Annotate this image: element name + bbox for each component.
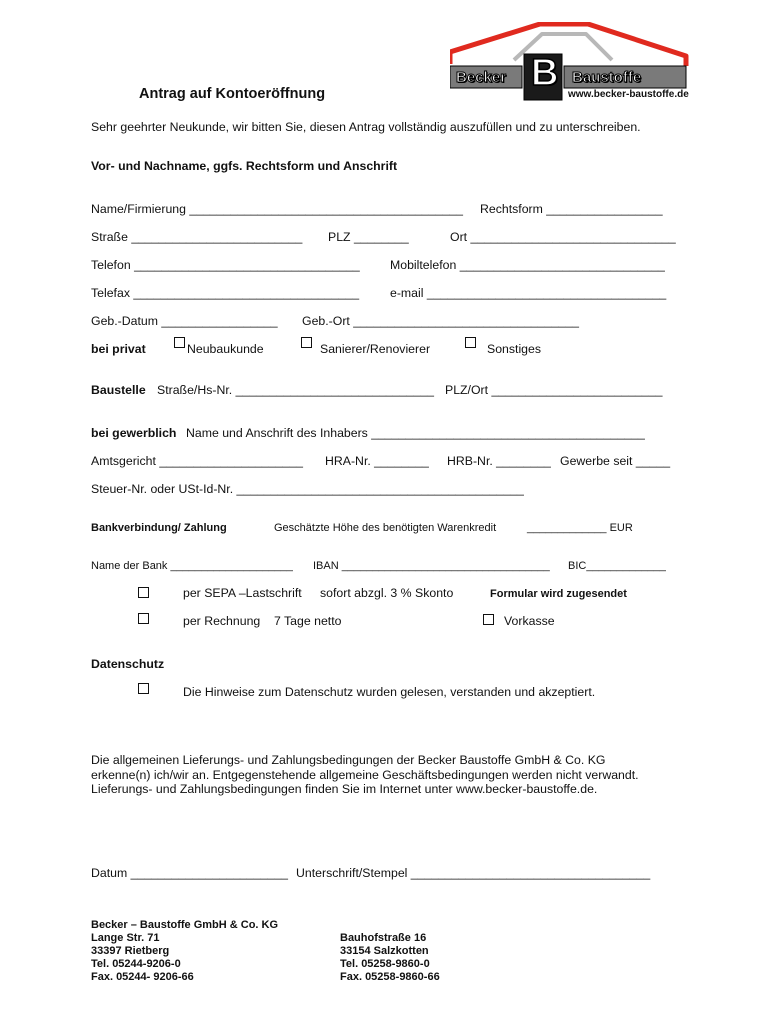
amtsgericht-field[interactable]: Amtsgericht _____________________ xyxy=(91,454,303,468)
company-logo xyxy=(450,22,690,104)
netto-label: 7 Tage netto xyxy=(274,614,342,628)
bankverbindung-label: Bankverbindung/ Zahlung xyxy=(91,522,227,534)
logo-letter: B xyxy=(531,52,559,94)
rechnung-checkbox[interactable] xyxy=(138,613,149,624)
footer-rietberg-phone: Tel. 05244-9206-0 xyxy=(91,958,181,970)
neubaukunde-checkbox[interactable] xyxy=(174,337,185,348)
geb-datum-field[interactable]: Geb.-Datum _________________ xyxy=(91,314,278,328)
privat-label: bei privat xyxy=(91,342,146,356)
logo-left-word: Becker xyxy=(456,69,507,86)
strasse-field[interactable]: Straße _________________________ xyxy=(91,230,303,244)
footer-address-rietberg xyxy=(91,919,278,984)
footer-salzkotten-city: 33154 Salzkotten xyxy=(340,945,429,957)
terms-line-1: Die allgemeinen Lieferungs- und Zahlungsbedingungen der Becker Baustoffe GmbH & Co. KG xyxy=(91,753,606,767)
datenschutz-heading: Datenschutz xyxy=(91,657,165,671)
vorkasse-label: Vorkasse xyxy=(504,614,555,628)
footer-rietberg-city: 33397 Rietberg xyxy=(91,945,170,957)
gewerbe-seit-field[interactable]: Gewerbe seit _____ xyxy=(560,454,671,468)
footer-salzkotten-street: Bauhofstraße 16 xyxy=(340,932,427,944)
footer-salzkotten-phone: Tel. 05258-9860-0 xyxy=(340,958,430,970)
plz-field[interactable]: PLZ ________ xyxy=(328,230,409,244)
footer-salzkotten-fax: Fax. 05258-9860-66 xyxy=(340,971,440,983)
skonto-label: sofort abzgl. 3 % Skonto xyxy=(320,586,454,600)
sonstiges-checkbox[interactable] xyxy=(465,337,476,348)
footer-rietberg-street: Lange Str. 71 xyxy=(91,932,160,944)
sepa-checkbox[interactable] xyxy=(138,587,149,598)
sanierer-label: Sanierer/Renovierer xyxy=(320,342,431,356)
telefon-field[interactable]: Telefon _________________________________ xyxy=(91,258,360,272)
vorkasse-checkbox[interactable] xyxy=(483,614,494,625)
email-field[interactable]: e-mail ___________________________________ xyxy=(390,286,667,300)
warenkredit-eur-field[interactable]: _____________ EUR xyxy=(527,522,633,534)
hrb-field[interactable]: HRB-Nr. ________ xyxy=(447,454,551,468)
iban-field[interactable]: IBAN __________________________________ xyxy=(313,560,550,572)
section-name-heading: Vor- und Nachname, ggfs. Rechtsform und Anschrift xyxy=(91,159,398,173)
gewerblich-label: bei gewerblich xyxy=(91,426,177,440)
inhaber-field[interactable]: Name und Anschrift des Inhabers ________________________________________ xyxy=(186,426,645,440)
footer-company-name: Becker – Baustoffe GmbH & Co. KG xyxy=(91,919,279,931)
logo-url: www.becker-baustoffe.de xyxy=(568,89,689,100)
sonstiges-label: Sonstiges xyxy=(487,342,542,356)
steuer-nr-field[interactable]: Steuer-Nr. oder USt-Id-Nr. __________________________________________ xyxy=(91,482,524,496)
datenschutz-checkbox[interactable] xyxy=(138,683,149,694)
datenschutz-text: Die Hinweise zum Datenschutz wurden gelesen, verstanden und akzeptiert. xyxy=(183,685,596,699)
sepa-label: per SEPA –Lastschrift xyxy=(183,586,302,600)
baustelle-label: Baustelle xyxy=(91,383,146,397)
name-der-bank-field[interactable]: Name der Bank ____________________ xyxy=(91,560,293,572)
name-field[interactable]: Name/Firmierung ________________________________________ xyxy=(91,202,463,216)
baustelle-strasse-field[interactable]: Straße/Hs-Nr. _____________________________ xyxy=(157,383,434,397)
telefax-field[interactable]: Telefax _________________________________ xyxy=(91,286,360,300)
hra-field[interactable]: HRA-Nr. ________ xyxy=(325,454,429,468)
sanierer-checkbox[interactable] xyxy=(301,337,312,348)
mobiltelefon-field[interactable]: Mobiltelefon ______________________________ xyxy=(390,258,665,272)
logo-right-word: Baustoffe xyxy=(572,69,642,86)
unterschrift-field[interactable]: Unterschrift/Stempel ___________________________________ xyxy=(296,866,651,880)
geb-ort-field[interactable]: Geb.-Ort _________________________________ xyxy=(302,314,579,328)
page-title: Antrag auf Kontoeröffnung xyxy=(139,86,326,102)
footer-rietberg-fax: Fax. 05244- 9206-66 xyxy=(91,971,194,983)
logo-roof-outer xyxy=(450,24,686,66)
neubaukunde-label: Neubaukunde xyxy=(187,342,264,356)
warenkredit-label: Geschätzte Höhe des benötigten Warenkredit xyxy=(274,522,497,534)
ort-field[interactable]: Ort ______________________________ xyxy=(450,230,676,244)
baustelle-plz-ort-field[interactable]: PLZ/Ort _________________________ xyxy=(445,383,663,397)
terms-line-3: Lieferungs- und Zahlungsbedingungen finden Sie im Internet unter www.becker-baustoffe.de. xyxy=(91,782,598,796)
formular-note: Formular wird zugesendet xyxy=(490,588,627,600)
terms-line-2: erkenne(n) ich/wir an. Entgegenstehende allgemeine Geschäftsbedingungen werden nicht verwandt. xyxy=(91,768,639,782)
bic-field[interactable]: BIC_____________ xyxy=(568,560,666,572)
rechnung-label: per Rechnung xyxy=(183,614,261,628)
footer-address-salzkotten xyxy=(340,932,440,984)
intro-text: Sehr geehrter Neukunde, wir bitten Sie, diesen Antrag vollständig auszufüllen und zu unterschreiben. xyxy=(91,120,641,134)
rechtsform-field[interactable]: Rechtsform _________________ xyxy=(480,202,663,216)
datum-field[interactable]: Datum _______________________ xyxy=(91,866,288,880)
